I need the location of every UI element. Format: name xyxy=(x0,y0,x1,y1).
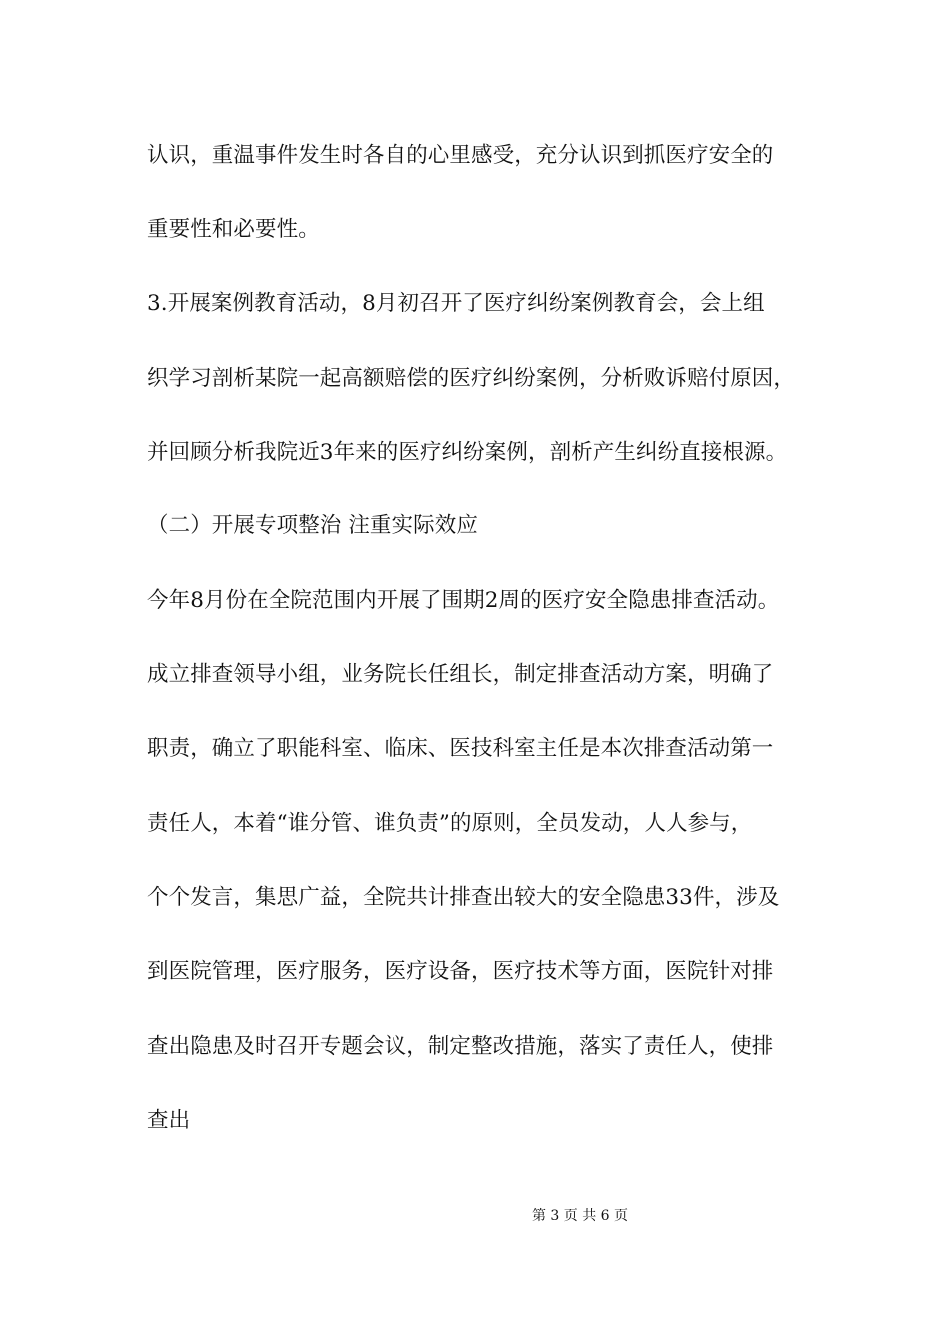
body-line-8: 成立排查领导小组，业务院长任组长，制定排查活动方案，明确了 xyxy=(147,662,774,687)
body-line-10: 责任人，本着“谁分管、谁负责”的原则，全员发动，人人参与， xyxy=(147,811,753,836)
body-line-11: 个个发言，集思广益，全院共计排查出较大的安全隐患33件，涉及 xyxy=(147,885,780,910)
body-line-9: 职责，确立了职能科室、临床、医技科室主任是本次排查活动第一 xyxy=(147,736,774,761)
body-line-14: 查出 xyxy=(147,1108,191,1133)
page-number-footer: 第 3 页 共 6 页 xyxy=(531,1208,629,1224)
body-line-1: 认识，重温事件发生时各自的心里感受，充分认识到抓医疗安全的 xyxy=(147,143,774,168)
body-line-12: 到医院管理，医疗服务，医疗设备，医疗技术等方面，医院针对排 xyxy=(147,959,774,984)
body-line-7: 今年8月份在全院范围内开展了围期2周的医疗安全隐患排查活动。 xyxy=(147,588,780,613)
body-line-4: 织学习剖析某院一起高额赔偿的医疗纠纷案例，分析败诉赔付原因， xyxy=(147,366,796,391)
body-line-3: 3.开展案例教育活动，8月初召开了医疗纠纷案例教育会，会上组 xyxy=(147,291,765,316)
body-line-13: 查出隐患及时召开专题会议，制定整改措施，落实了责任人，使排 xyxy=(147,1034,774,1059)
section-heading: （二）开展专项整治 注重实际效应 xyxy=(147,513,478,538)
body-line-2: 重要性和必要性。 xyxy=(147,217,320,242)
body-line-5: 并回顾分析我院近3年来的医疗纠纷案例，剖析产生纠纷直接根源。 xyxy=(147,440,788,465)
